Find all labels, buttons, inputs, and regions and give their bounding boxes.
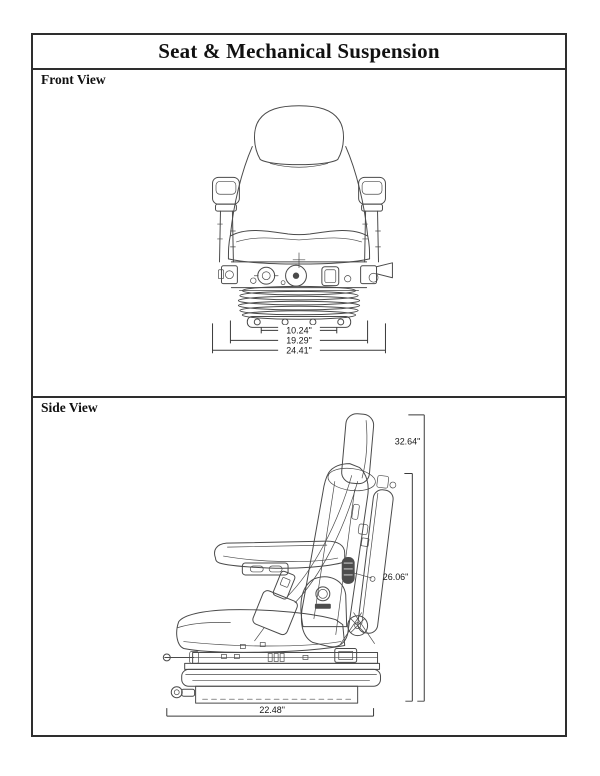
- side-rails-base: [163, 649, 380, 704]
- side-headrest-collar: [327, 466, 377, 494]
- side-seatbelt-buckle: [245, 567, 307, 651]
- dim-label-suspension-width: 19.29": [286, 335, 312, 346]
- front-view-drawing: [33, 70, 565, 394]
- title-bar: [33, 35, 565, 70]
- side-view-label: Side View: [41, 400, 98, 415]
- side-rear-panel: [357, 475, 397, 634]
- front-armrest-left: [213, 177, 240, 261]
- side-view-drawing: [33, 398, 565, 733]
- front-view-section: [33, 70, 565, 398]
- front-suspension-mechanism: [218, 253, 392, 291]
- drawing-frame: [31, 33, 567, 737]
- dim-label-mount-width: 10.24": [286, 325, 312, 336]
- front-dimension-lines: [213, 320, 386, 355]
- dim-label-overall-height: 32.64": [394, 436, 421, 447]
- front-headrest: [254, 106, 343, 167]
- front-bellows: [238, 286, 359, 319]
- dim-label-seat-assembly-height: 26.06": [382, 571, 409, 582]
- dim-label-base-depth: 22.48": [259, 705, 285, 716]
- side-seat-cushion: [177, 610, 345, 653]
- side-view-section: [33, 398, 565, 735]
- dim-label-overall-width: 24.41": [286, 345, 312, 356]
- front-view-label: Front View: [41, 72, 106, 87]
- front-armrest-right: [359, 177, 386, 261]
- page-title: Seat & Mechanical Suspension: [158, 39, 440, 63]
- front-backrest: [228, 147, 369, 265]
- side-dimension-lines: [167, 415, 424, 716]
